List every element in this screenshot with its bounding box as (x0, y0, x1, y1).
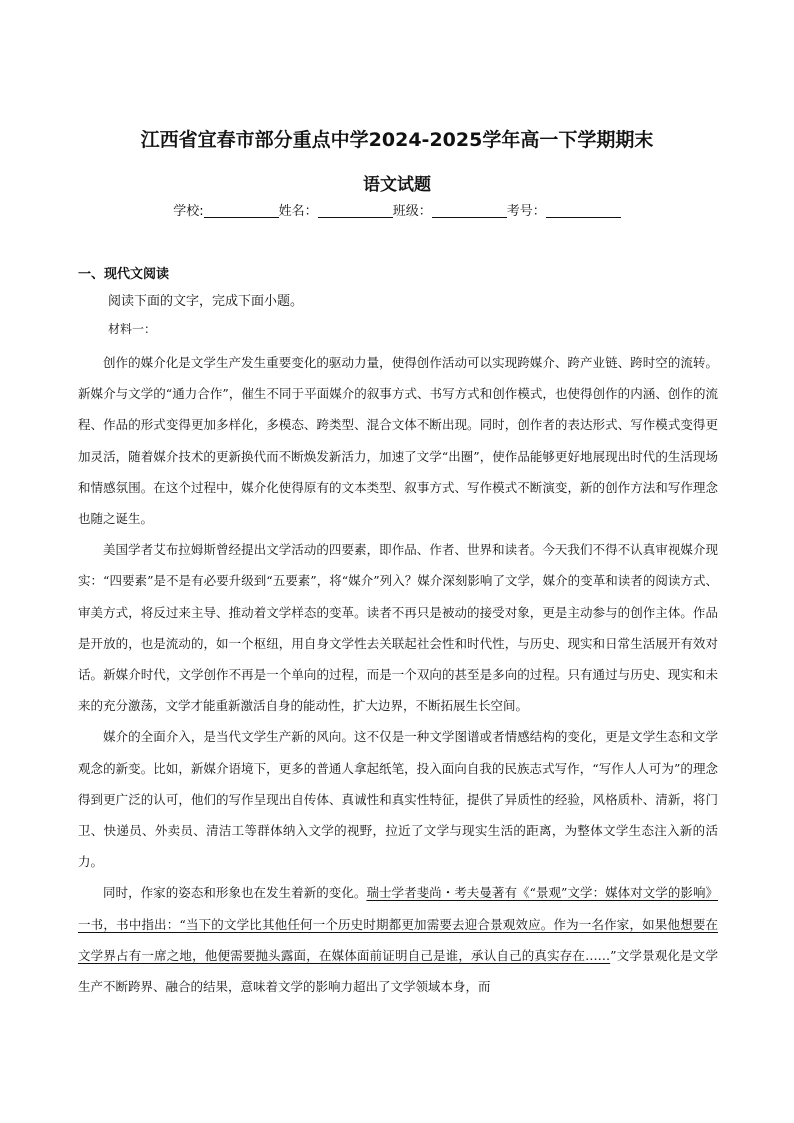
paragraph-4-tail: ”文学景观化是文学生产不断跨界、融合的结果，意味着文学的影响力超出了文学领域本身，而 (78, 947, 718, 995)
exam-number-label: 考号： (506, 204, 546, 219)
paragraph-4-underlined-quote: 瑞士学者斐尚・考夫曼著有《“景观”文学：媒体对文学的影响》一书，书中指出：“当下的文学比其他任何一个历史时期都更加需要去迎合景观效应。作为一名作家，如果他想要在文学界占有一席之地，他便需要抛头露面，在媒体面前证明自己是谁，承认自己的真实存在…… (78, 885, 718, 963)
section-heading: 一、现代文阅读 (78, 267, 170, 282)
class-label: 班级： (392, 204, 432, 219)
exam-number-blank[interactable] (546, 203, 621, 218)
name-label: 姓名： (278, 204, 318, 219)
school-blank[interactable] (204, 203, 279, 218)
paragraph-1: 创作的媒介化是文学生产发生重要变化的驱动力量，使得创作活动可以实现跨媒介、跨产业链、跨时空的流转。新媒介与文学的“通力合作”，催生不同于平面媒介的叙事方式、书写方式和创作模式，也使得创作的内涵、创作的流程、作品的形式变得更加多样化，多模态、跨类型、混合文体不断出现。同时，创作者的表达形式、写作模式变得更加灵活，随着媒介技术的更新换代而不断焕发新活力，加速了文学“出圈”，使作品能够更好地展现出时代的生活现场和情感氛围。在这个过程中，媒介化使得原有的文本类型、叙事方式、写作模式不断演变，新的创作方法和写作理念也随之诞生。 (78, 355, 718, 527)
reading-instruction: 阅读下面的文字，完成下面小题。 (108, 294, 304, 309)
class-blank[interactable] (432, 203, 507, 218)
material-label: 材料一： (108, 322, 157, 336)
paragraph-3: 媒介的全面介入，是当代文学生产新的风向。这不仅是一种文学图谱或者情感结构的变化，更是文学生态和文学观念的新变。比如，新媒介语境下，更多的普通人拿起纸笔，投入面向自我的民族志式写作，“写作人人可为”的理念得到更广泛的认可，他们的写作呈现出自传体、真诚性和真实性特征，提供了异质性的经验，风格质朴、清新，将门卫、快递员、外卖员、清洁工等群体纳入文学的视野，拉近了文学与现实生活的距离，为整体文学生态注入新的活力。 (78, 729, 718, 870)
exam-subtitle: 语文试题 (363, 175, 431, 195)
article-body (78, 347, 718, 1002)
student-info-line (0, 200, 794, 219)
exam-title: 江西省宜春市部分重点中学2024-2025学年高一下学期期末 (140, 129, 654, 151)
paragraph-2: 美国学者艾布拉姆斯曾经提出文学活动的四要素，即作品、作者、世界和读者。今天我们不得不认真审视媒介现实：“四要素”是不是有必要升级到“五要素”，将“媒介”列入？媒介深刻影响了文学，媒介的变革和读者的阅读方式、审美方式，将反过来主导、推动着文学样态的变革。读者不再只是被动的接受对象，更是主动参与的创作主体。作品是开放的，也是流动的，如一个枢纽，用自身文学性去关联起社会性和时代性，与历史、现实和日常生活展开有效对话。新媒介时代，文学创作不再是一个单向的过程，而是一个双向的甚至是多向的过程。只有通过与历史、现实和未来的充分激荡，文学才能重新激活自身的能动性，扩大边界，不断拓展生长空间。 (78, 542, 718, 714)
school-label: 学校: (173, 204, 204, 219)
name-field (279, 200, 393, 219)
name-blank[interactable] (318, 203, 393, 218)
exam-number-field (507, 200, 621, 219)
paragraph-4-lead: 同时，作家的姿态和形象也在发生着新的变化。 (103, 885, 367, 901)
school-field (173, 200, 278, 219)
class-field (393, 200, 507, 219)
paragraph-4 (78, 877, 718, 1002)
